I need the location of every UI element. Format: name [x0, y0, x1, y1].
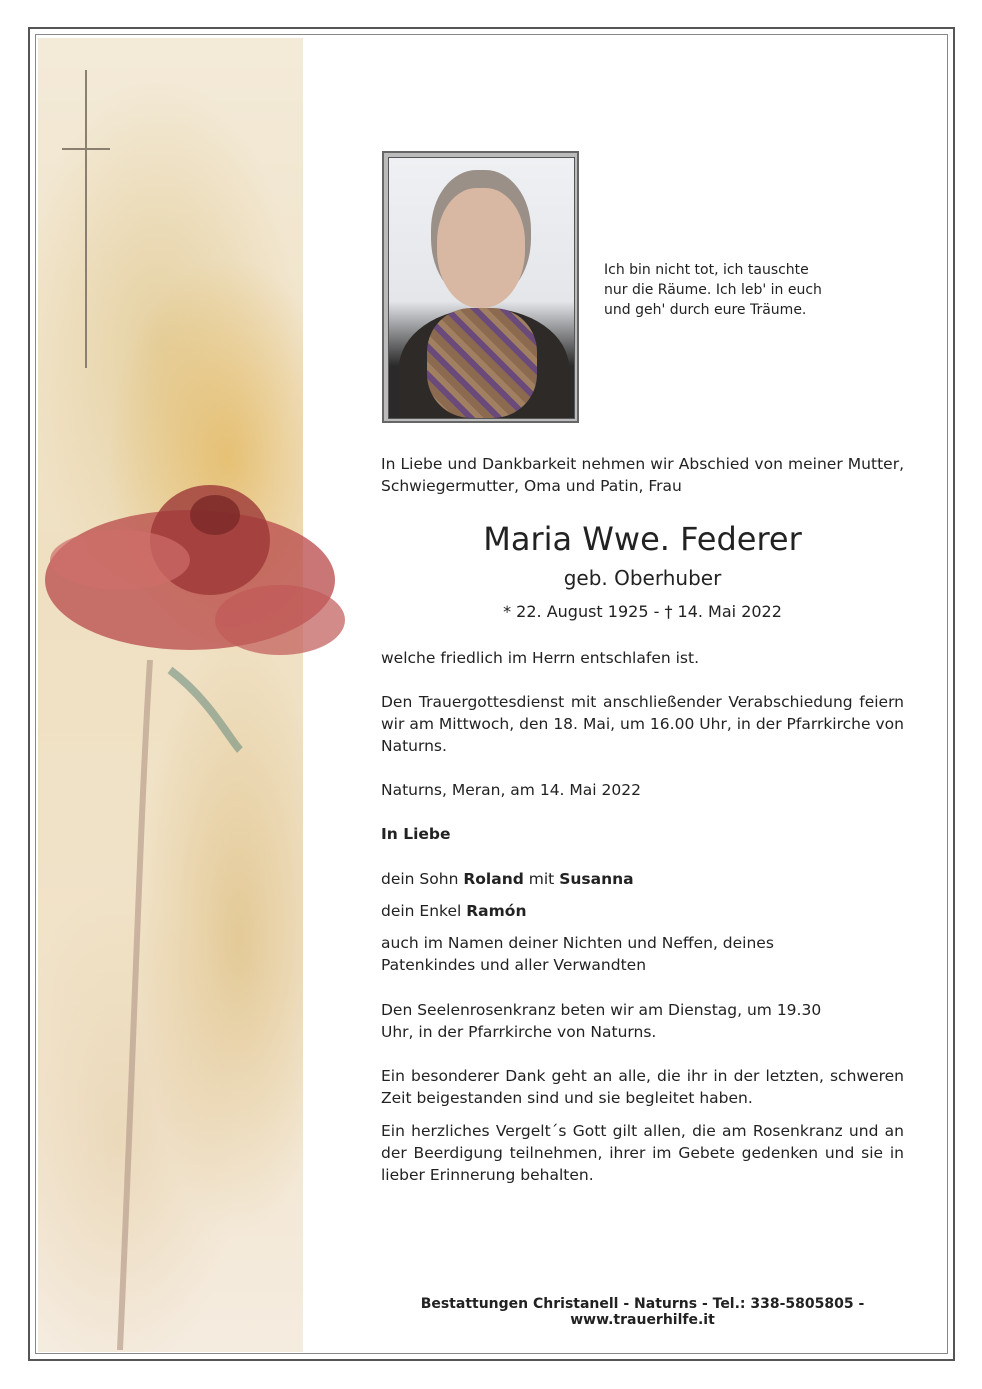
portrait-photo [382, 151, 579, 423]
deceased-name: Maria Wwe. Federer [483, 520, 802, 558]
birth-name: geb. Oberhuber [563, 566, 722, 590]
thanks-text-1: Ein besonderer Dank geht an alle, die ihr in der letzten, schweren Zeit beigestanden sind und sie begleitet haben. [381, 1067, 904, 1107]
cross-icon-bar [62, 148, 110, 150]
place-date: Naturns, Meran, am 14. Mai 2022 [381, 781, 641, 799]
funeral-home-footer: Bestattungen Christanell - Naturns - Tel.: 338-5805805 - www.trauerhilfe.it [420, 1296, 865, 1328]
in-love: In Liebe [381, 825, 451, 843]
mourner-others: auch im Namen deiner Nichten und Neffen, deines Patenkindes und aller Verwandten [381, 934, 774, 974]
intro-text: In Liebe und Dankbarkeit nehmen wir Abschied von meiner Mutter, Schwiegermutter, Oma und Patin, Frau [381, 455, 904, 495]
quote: Ich bin nicht tot, ich tauschte nur die Räume. Ich leb' in euch und geh' durch eure Träume. [604, 262, 822, 318]
rose-illustration [40, 470, 350, 1370]
life-dates: * 22. August 1925 - † 14. Mai 2022 [503, 602, 782, 621]
service-text: Den Trauergottesdienst mit anschließender Verabschiedung feiern wir am Mittwoch, den 18. Mai, um 16.00 Uhr, in der Pfarrkirche von Naturns. [381, 693, 904, 755]
cross-icon [85, 70, 87, 368]
mourner-grandson: dein Enkel Ramón [381, 902, 527, 920]
rosary-text: Den Seelenrosenkranz beten wir am Dienstag, um 19.30 Uhr, in der Pfarrkirche von Naturns. [381, 1001, 822, 1041]
passed-text: welche friedlich im Herrn entschlafen ist. [381, 649, 699, 667]
mourner-son: dein Sohn Roland mit Susanna [381, 870, 634, 888]
thanks-text-2: Ein herzliches Vergelt´s Gott gilt allen, die am Rosenkranz und an der Beerdigung teilnehmen, ihrer im Gebete gedenken und sie in lieber Erinnerung behalten. [381, 1122, 904, 1184]
